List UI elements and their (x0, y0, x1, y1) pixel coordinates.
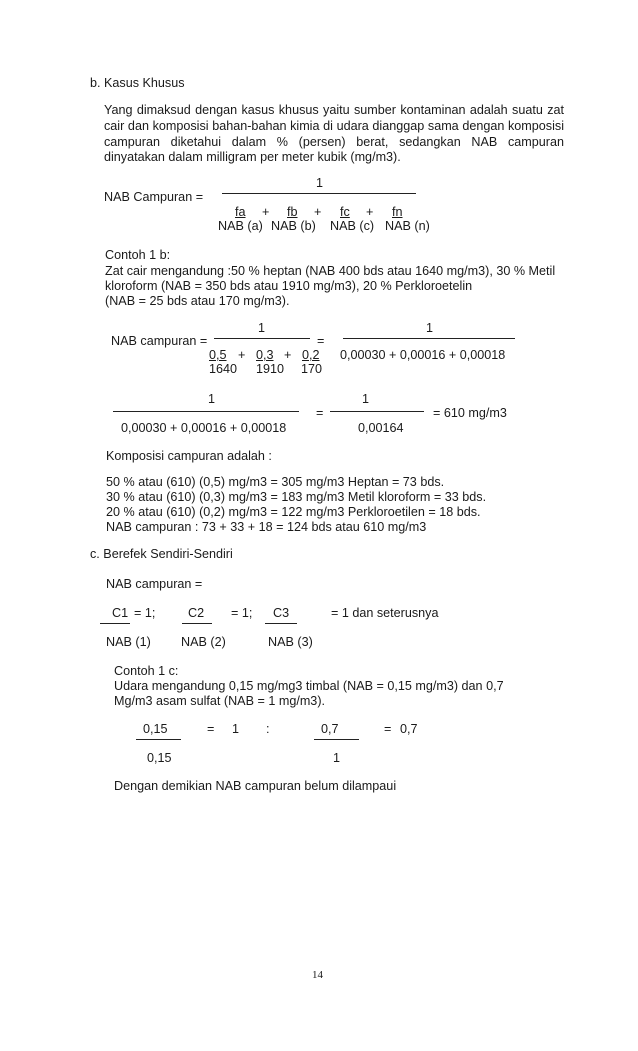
example-b-line-2: kloroform (NAB = 350 bds atau 1910 mg/m3), 20 % Perkloroetelin (105, 279, 473, 293)
section-c-term1-eq: = 1; (134, 606, 156, 620)
calc2-numerator-left: 1 (208, 392, 216, 406)
formula-term-fc: fc (340, 205, 350, 219)
formula-term-fa: fa (235, 205, 246, 219)
page-number: 14 (312, 969, 323, 981)
section-b-paragraph-line-1: Yang dimaksud dengan kasus khusus yaitu sumber kontaminan adalah suatu zat (104, 103, 564, 117)
example-c-title: Contoh 1 c: (114, 664, 179, 678)
section-c-term2-eq: = 1; (231, 606, 253, 620)
example-b-title: Contoh 1 b: (105, 248, 171, 262)
section-c-bar-3 (265, 623, 297, 624)
calc1-numerator-left: 1 (258, 321, 266, 335)
formula-label: NAB Campuran = (104, 190, 204, 204)
example-b-line-1: Zat cair mengandung :50 % heptan (NAB 400 bds atau 1640 mg/m3), 30 % Metil (105, 264, 556, 278)
formula-denominator-n: NAB (n) (385, 219, 430, 233)
formula-numerator: 1 (316, 176, 324, 190)
example-c-conclusion: Dengan demikian NAB campuran belum dilampaui (114, 779, 397, 793)
example-b-line-3: (NAB = 25 bds atau 170 mg/m3). (105, 294, 290, 308)
calc1-sum-expression: 0,00030 + 0,00016 + 0,00018 (340, 348, 506, 362)
example-c-frac1-bottom: 0,15 (147, 751, 172, 765)
section-b-heading: b. Kasus Khusus (90, 76, 185, 90)
calc1-equals: = (317, 334, 325, 348)
formula-term-fn: fn (392, 205, 403, 219)
calc1-plus-2: + (284, 348, 292, 362)
calc1-frac3-top: 0,2 (302, 348, 320, 362)
calc2-result: = 610 mg/m3 (433, 406, 507, 420)
section-c-term2-top: C2 (188, 606, 205, 620)
example-c-bar-2 (314, 739, 359, 740)
komposisi-title: Komposisi campuran adalah : (106, 449, 272, 463)
calc1-frac3-bottom: 170 (301, 362, 323, 376)
section-c-term1-top: C1 (112, 606, 129, 620)
example-c-colon: : (266, 722, 270, 736)
section-c-bottom-2: NAB (2) (181, 635, 226, 649)
example-c-frac1-top: 0,15 (143, 722, 168, 736)
section-b-paragraph-line-3: campuran diketahui dalam % (persen) berat, sedangkan NAB campuran (104, 135, 564, 149)
example-c-eq2: = (384, 722, 392, 736)
formula-plus-3: + (366, 205, 374, 219)
example-c-line-1: Udara mengandung 0,15 mg/mg3 timbal (NAB = 0,15 mg/m3) dan 0,7 (114, 679, 504, 693)
example-c-line-2: Mg/m3 asam sulfat (NAB = 1 mg/m3). (114, 694, 326, 708)
komposisi-line-4: NAB campuran : 73 + 33 + 18 = 124 bds atau 610 mg/m3 (106, 520, 427, 534)
section-c-heading: c. Berefek Sendiri-Sendiri (90, 547, 233, 561)
calc1-plus-1: + (238, 348, 246, 362)
calc1-fraction-bar-right (343, 338, 515, 339)
calc1-fraction-bar-left (214, 338, 310, 339)
example-c-frac2-bottom: 1 (333, 751, 341, 765)
section-b-paragraph-line-2: cair dan komposisi bahan-bahan kimia di udara dianggap sama dengan komposisi (104, 119, 564, 133)
formula-fraction-bar (222, 193, 416, 194)
formula-plus-2: + (314, 205, 322, 219)
calc1-numerator-right: 1 (426, 321, 434, 335)
formula-plus-1: + (262, 205, 270, 219)
example-c-frac2-top: 0,7 (321, 722, 339, 736)
calc2-denominator-mid: 0,00164 (358, 421, 404, 435)
section-c-bottom-1: NAB (1) (106, 635, 151, 649)
komposisi-line-2: 30 % atau (610) (0,3) mg/m3 = 183 mg/m3 Metil kloroform = 33 bds. (106, 490, 487, 504)
formula-denominator-a: NAB (a) (218, 219, 263, 233)
calc2-denominator-left: 0,00030 + 0,00016 + 0,00018 (121, 421, 287, 435)
calc1-label: NAB campuran = (111, 334, 208, 348)
formula-term-fb: fb (287, 205, 298, 219)
calc2-equals: = (316, 406, 324, 420)
example-c-val2: 0,7 (400, 722, 418, 736)
formula-denominator-c: NAB (c) (330, 219, 375, 233)
section-c-bottom-3: NAB (3) (268, 635, 313, 649)
example-c-eq1: = (207, 722, 215, 736)
calc2-numerator-mid: 1 (362, 392, 370, 406)
calc1-frac2-top: 0,3 (256, 348, 274, 362)
komposisi-line-1: 50 % atau (610) (0,5) mg/m3 = 305 mg/m3 Heptan = 73 bds. (106, 475, 445, 489)
section-c-bar-1 (100, 623, 130, 624)
formula-denominator-b: NAB (b) (271, 219, 316, 233)
section-b-paragraph-line-4: dinyatakan dalam milligram per meter kubik (mg/m3). (104, 150, 401, 164)
section-c-term3-top: C3 (273, 606, 290, 620)
calc1-frac2-bottom: 1910 (256, 362, 285, 376)
calc1-frac1-top: 0,5 (209, 348, 227, 362)
section-c-term3-eq: = 1 dan seterusnya (331, 606, 439, 620)
komposisi-line-3: 20 % atau (610) (0,2) mg/m3 = 122 mg/m3 Perkloroetilen = 18 bds. (106, 505, 481, 519)
example-c-bar-1 (136, 739, 181, 740)
calc2-fraction-bar-left (113, 411, 299, 412)
section-c-nab-label: NAB campuran = (106, 577, 203, 591)
calc1-frac1-bottom: 1640 (209, 362, 238, 376)
calc2-fraction-bar-mid (330, 411, 424, 412)
section-c-bar-2 (182, 623, 212, 624)
example-c-val1: 1 (232, 722, 240, 736)
